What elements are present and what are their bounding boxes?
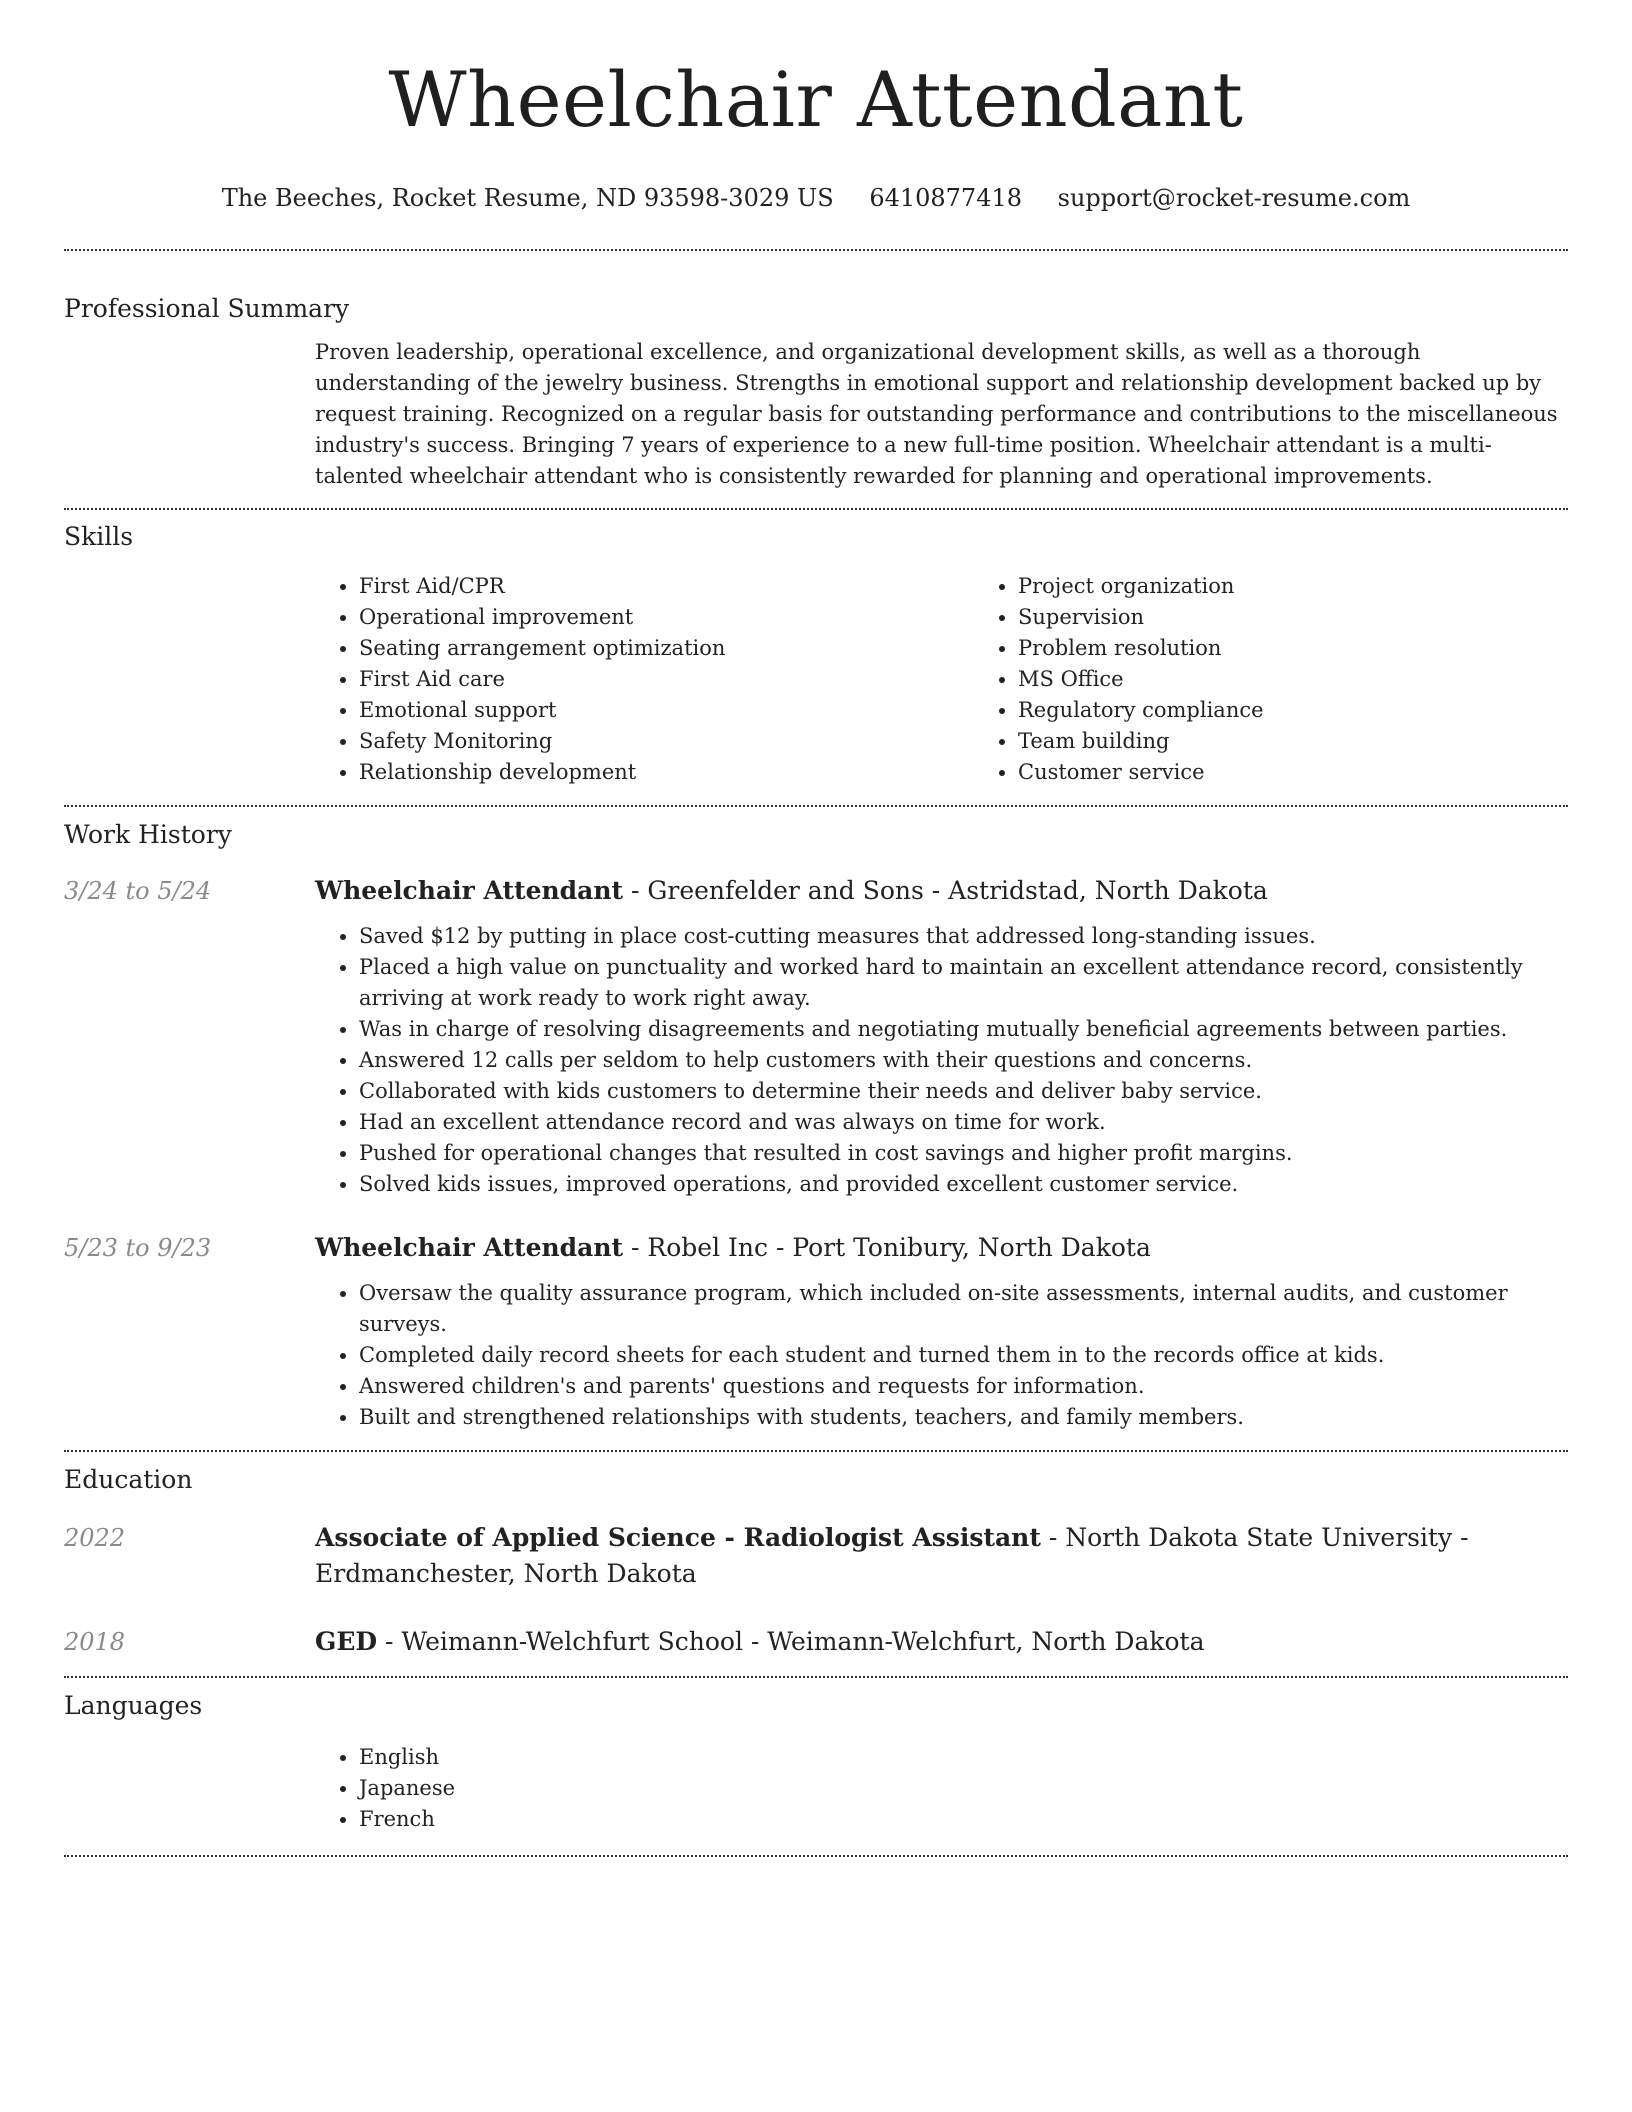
- contact-email: support@rocket-resume.com: [1057, 184, 1411, 212]
- skill-item: • MS Office: [1018, 664, 1264, 695]
- skill-item: • Seating arrangement optimization: [359, 633, 974, 664]
- skills-section: [64, 571, 1568, 788]
- education-heading: Education: [64, 1465, 193, 1494]
- job-bullet: • Solved kids issues, improved operations, and provided excellent customer service.: [359, 1169, 1568, 1200]
- job-entry: [64, 873, 1568, 1200]
- job-entry: [64, 1230, 1568, 1433]
- education-title: [315, 1624, 1568, 1660]
- skills-list-left: [315, 571, 974, 788]
- education-school: - Weimann-Welchfurt School - Weimann-Welchfurt, North Dakota: [377, 1627, 1205, 1656]
- summary-section: [64, 337, 1568, 492]
- skill-item: • Supervision: [1018, 602, 1264, 633]
- job-bullet: • Built and strengthened relationships with students, teachers, and family members.: [359, 1402, 1568, 1433]
- education-entry: [64, 1624, 1568, 1660]
- skill-item: • Project organization: [1018, 571, 1264, 602]
- skill-item: • First Aid/CPR: [359, 571, 974, 602]
- language-item: • English: [359, 1742, 1568, 1773]
- skills-heading: Skills: [64, 522, 134, 551]
- contact-address: The Beeches, Rocket Resume, ND 93598-3029 US: [221, 184, 834, 212]
- job-bullet: • Had an excellent attendance record and was always on time for work.: [359, 1107, 1568, 1138]
- job-bullet: • Was in charge of resolving disagreements and negotiating mutually beneficial agreements between parties.: [359, 1014, 1568, 1045]
- language-item: • Japanese: [359, 1773, 1568, 1804]
- education-degree: Associate of Applied Science - Radiologist Assistant: [315, 1523, 1041, 1552]
- job-title: [315, 873, 1568, 909]
- job-bullets: [315, 1278, 1568, 1433]
- skills-list-right: [974, 571, 1264, 788]
- education-year: 2022: [64, 1524, 126, 1552]
- divider: [64, 249, 1568, 251]
- divider: [64, 1855, 1568, 1857]
- skill-item: • Emotional support: [359, 695, 974, 726]
- skill-item: • Problem resolution: [1018, 633, 1264, 664]
- candidate-name: Wheelchair Attendant: [388, 55, 1244, 144]
- job-bullet: • Saved $12 by putting in place cost-cutting measures that addressed long-standing issues.: [359, 921, 1568, 952]
- job-dates: 3/24 to 5/24: [64, 877, 212, 905]
- job-employer: - Robel Inc - Port Tonibury, North Dakota: [623, 1233, 1151, 1262]
- job-employer: - Greenfelder and Sons - Astridstad, North Dakota: [623, 876, 1268, 905]
- job-bullets: [315, 921, 1568, 1200]
- education-year: 2018: [64, 1628, 126, 1656]
- job-bullet: • Oversaw the quality assurance program, which included on-site assessments, internal audits, and customer surveys.: [359, 1278, 1568, 1340]
- divider: [64, 1676, 1568, 1678]
- work-heading: Work History: [64, 820, 232, 849]
- education-school: - North Dakota State University - Erdmanchester, North Dakota: [315, 1523, 1469, 1588]
- contact-phone: 6410877418: [869, 184, 1023, 212]
- job-role: Wheelchair Attendant: [315, 876, 624, 905]
- contact-line: [64, 182, 1568, 214]
- job-bullet: • Completed daily record sheets for each student and turned them in to the records office at kids.: [359, 1340, 1568, 1371]
- job-bullet: • Answered children's and parents' questions and requests for information.: [359, 1371, 1568, 1402]
- languages-heading: Languages: [64, 1691, 203, 1720]
- skill-item: • Operational improvement: [359, 602, 974, 633]
- skill-item: • Customer service: [1018, 757, 1264, 788]
- languages-section: [64, 1742, 1568, 1835]
- languages-list: [315, 1742, 1568, 1835]
- education-title: [315, 1520, 1568, 1592]
- job-bullet: • Answered 12 calls per seldom to help customers with their questions and concerns.: [359, 1045, 1568, 1076]
- job-title: [315, 1230, 1568, 1266]
- job-dates: 5/23 to 9/23: [64, 1234, 212, 1262]
- skill-item: • Safety Monitoring: [359, 726, 974, 757]
- summary-heading: Professional Summary: [64, 294, 350, 323]
- divider: [64, 508, 1568, 510]
- divider: [64, 1450, 1568, 1452]
- job-bullet: • Collaborated with kids customers to determine their needs and deliver baby service.: [359, 1076, 1568, 1107]
- education-degree: GED: [315, 1627, 378, 1656]
- skill-item: • First Aid care: [359, 664, 974, 695]
- skill-item: • Relationship development: [359, 757, 974, 788]
- language-item: • French: [359, 1804, 1568, 1835]
- education-entry: [64, 1520, 1568, 1592]
- job-bullet: • Pushed for operational changes that resulted in cost savings and higher profit margins.: [359, 1138, 1568, 1169]
- summary-text: Proven leadership, operational excellence, and organizational development skills, as well as a thorough understanding of the jewelry business. Strengths in emotional support and relationship development backed up by request training. Recognized on a regular basis for outstanding performance and contributions to the miscellaneous industry's success. Bringing 7 years of experience to a new full-time position. Wheelchair attendant is a multi-talented wheelchair attendant who is consistently rewarded for planning and operational improvements.: [315, 340, 1558, 488]
- job-role: Wheelchair Attendant: [315, 1233, 624, 1262]
- job-bullet: • Placed a high value on punctuality and worked hard to maintain an excellent attendance record, consistently arriving at work ready to work right away.: [359, 952, 1568, 1014]
- divider: [64, 805, 1568, 807]
- skill-item: • Regulatory compliance: [1018, 695, 1264, 726]
- skill-item: • Team building: [1018, 726, 1264, 757]
